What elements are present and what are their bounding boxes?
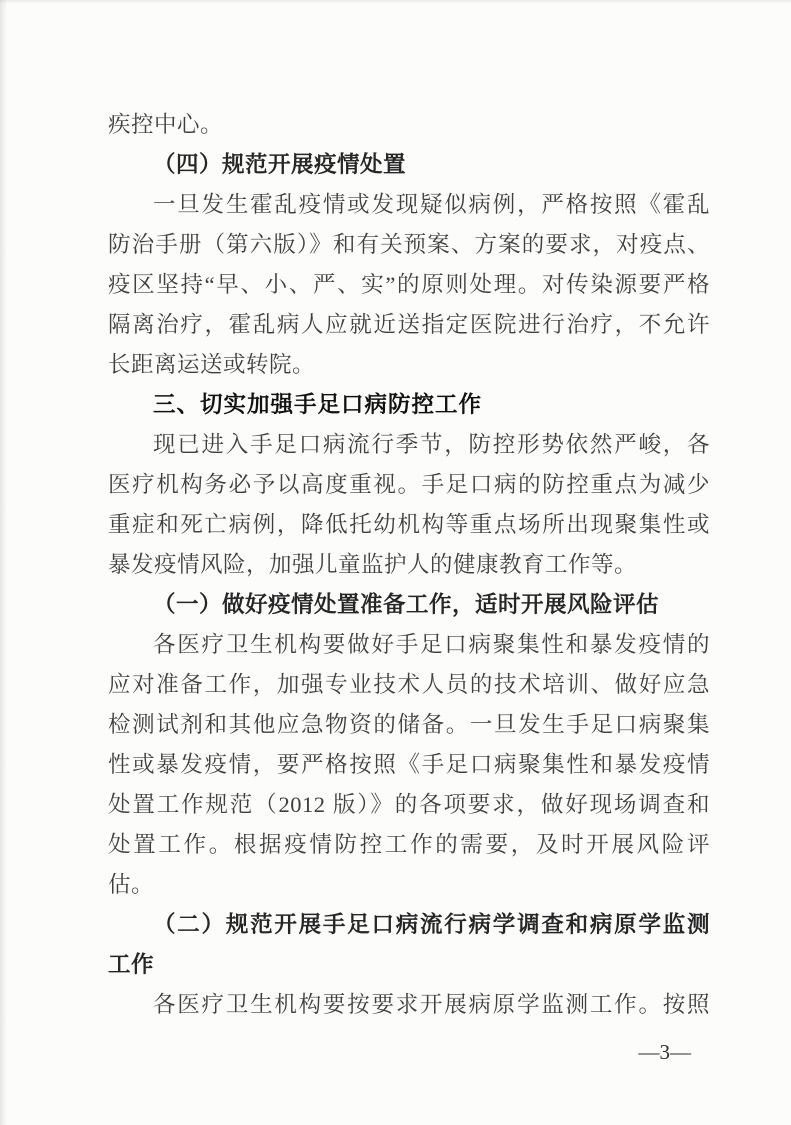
body-line: 性或暴发疫情，要严格按照《手足口病聚集性和暴发疫情 bbox=[108, 752, 710, 777]
body-line: 重症和死亡病例，降低托幼机构等重点场所出现聚集性或 bbox=[108, 512, 710, 537]
subsection-heading: （一）做好疫情处置准备工作，适时开展风险评估 bbox=[153, 592, 660, 617]
scan-edge-top bbox=[0, 0, 791, 4]
section-heading: 三、切实加强手足口病防控工作 bbox=[153, 392, 483, 417]
body-line: 估。 bbox=[108, 872, 155, 897]
body-line: 现已进入手足口病流行季节，防控形势依然严峻，各 bbox=[153, 432, 710, 457]
scan-edge-left bbox=[0, 0, 7, 1125]
subsection-heading: （二）规范开展手足口病流行病学调查和病原学监测 bbox=[153, 912, 710, 937]
body-line: 医疗机构务必予以高度重视。手足口病的防控重点为减少 bbox=[108, 472, 710, 497]
body-line: 疾控中心。 bbox=[108, 112, 224, 137]
text-column bbox=[108, 105, 710, 1025]
body-line: 隔离治疗，霍乱病人应就近送指定医院进行治疗，不允许 bbox=[108, 312, 710, 337]
body-line: 应对准备工作，加强专业技术人员的技术培训、做好应急 bbox=[108, 672, 710, 697]
body-line: 疫区坚持“早、小、严、实”的原则处理。对传染源要严格 bbox=[108, 272, 710, 297]
body-line: 处置工作。根据疫情防控工作的需要，及时开展风险评 bbox=[108, 832, 710, 857]
page-number: —3— bbox=[638, 1040, 691, 1064]
body-line: 暴发疫情风险，加强儿童监护人的健康教育工作等。 bbox=[108, 552, 638, 577]
body-line: 一旦发生霍乱疫情或发现疑似病例，严格按照《霍乱 bbox=[153, 192, 710, 217]
body-line: 检测试剂和其他应急物资的储备。一旦发生手足口病聚集 bbox=[108, 712, 710, 737]
body-line: 长距离运送或转院。 bbox=[108, 352, 316, 377]
subsection-heading: 工作 bbox=[108, 952, 155, 977]
body-line: 各医疗卫生机构要按要求开展病原学监测工作。按照 bbox=[153, 992, 710, 1017]
body-line: 处置工作规范（2012 版）》的各项要求，做好现场调查和 bbox=[108, 792, 710, 817]
subsection-heading: （四）规范开展疫情处置 bbox=[153, 152, 407, 177]
body-line: 防治手册（第六版）》和有关预案、方案的要求，对疫点、 bbox=[108, 232, 710, 257]
body-line: 各医疗卫生机构要做好手足口病聚集性和暴发疫情的 bbox=[153, 632, 710, 657]
